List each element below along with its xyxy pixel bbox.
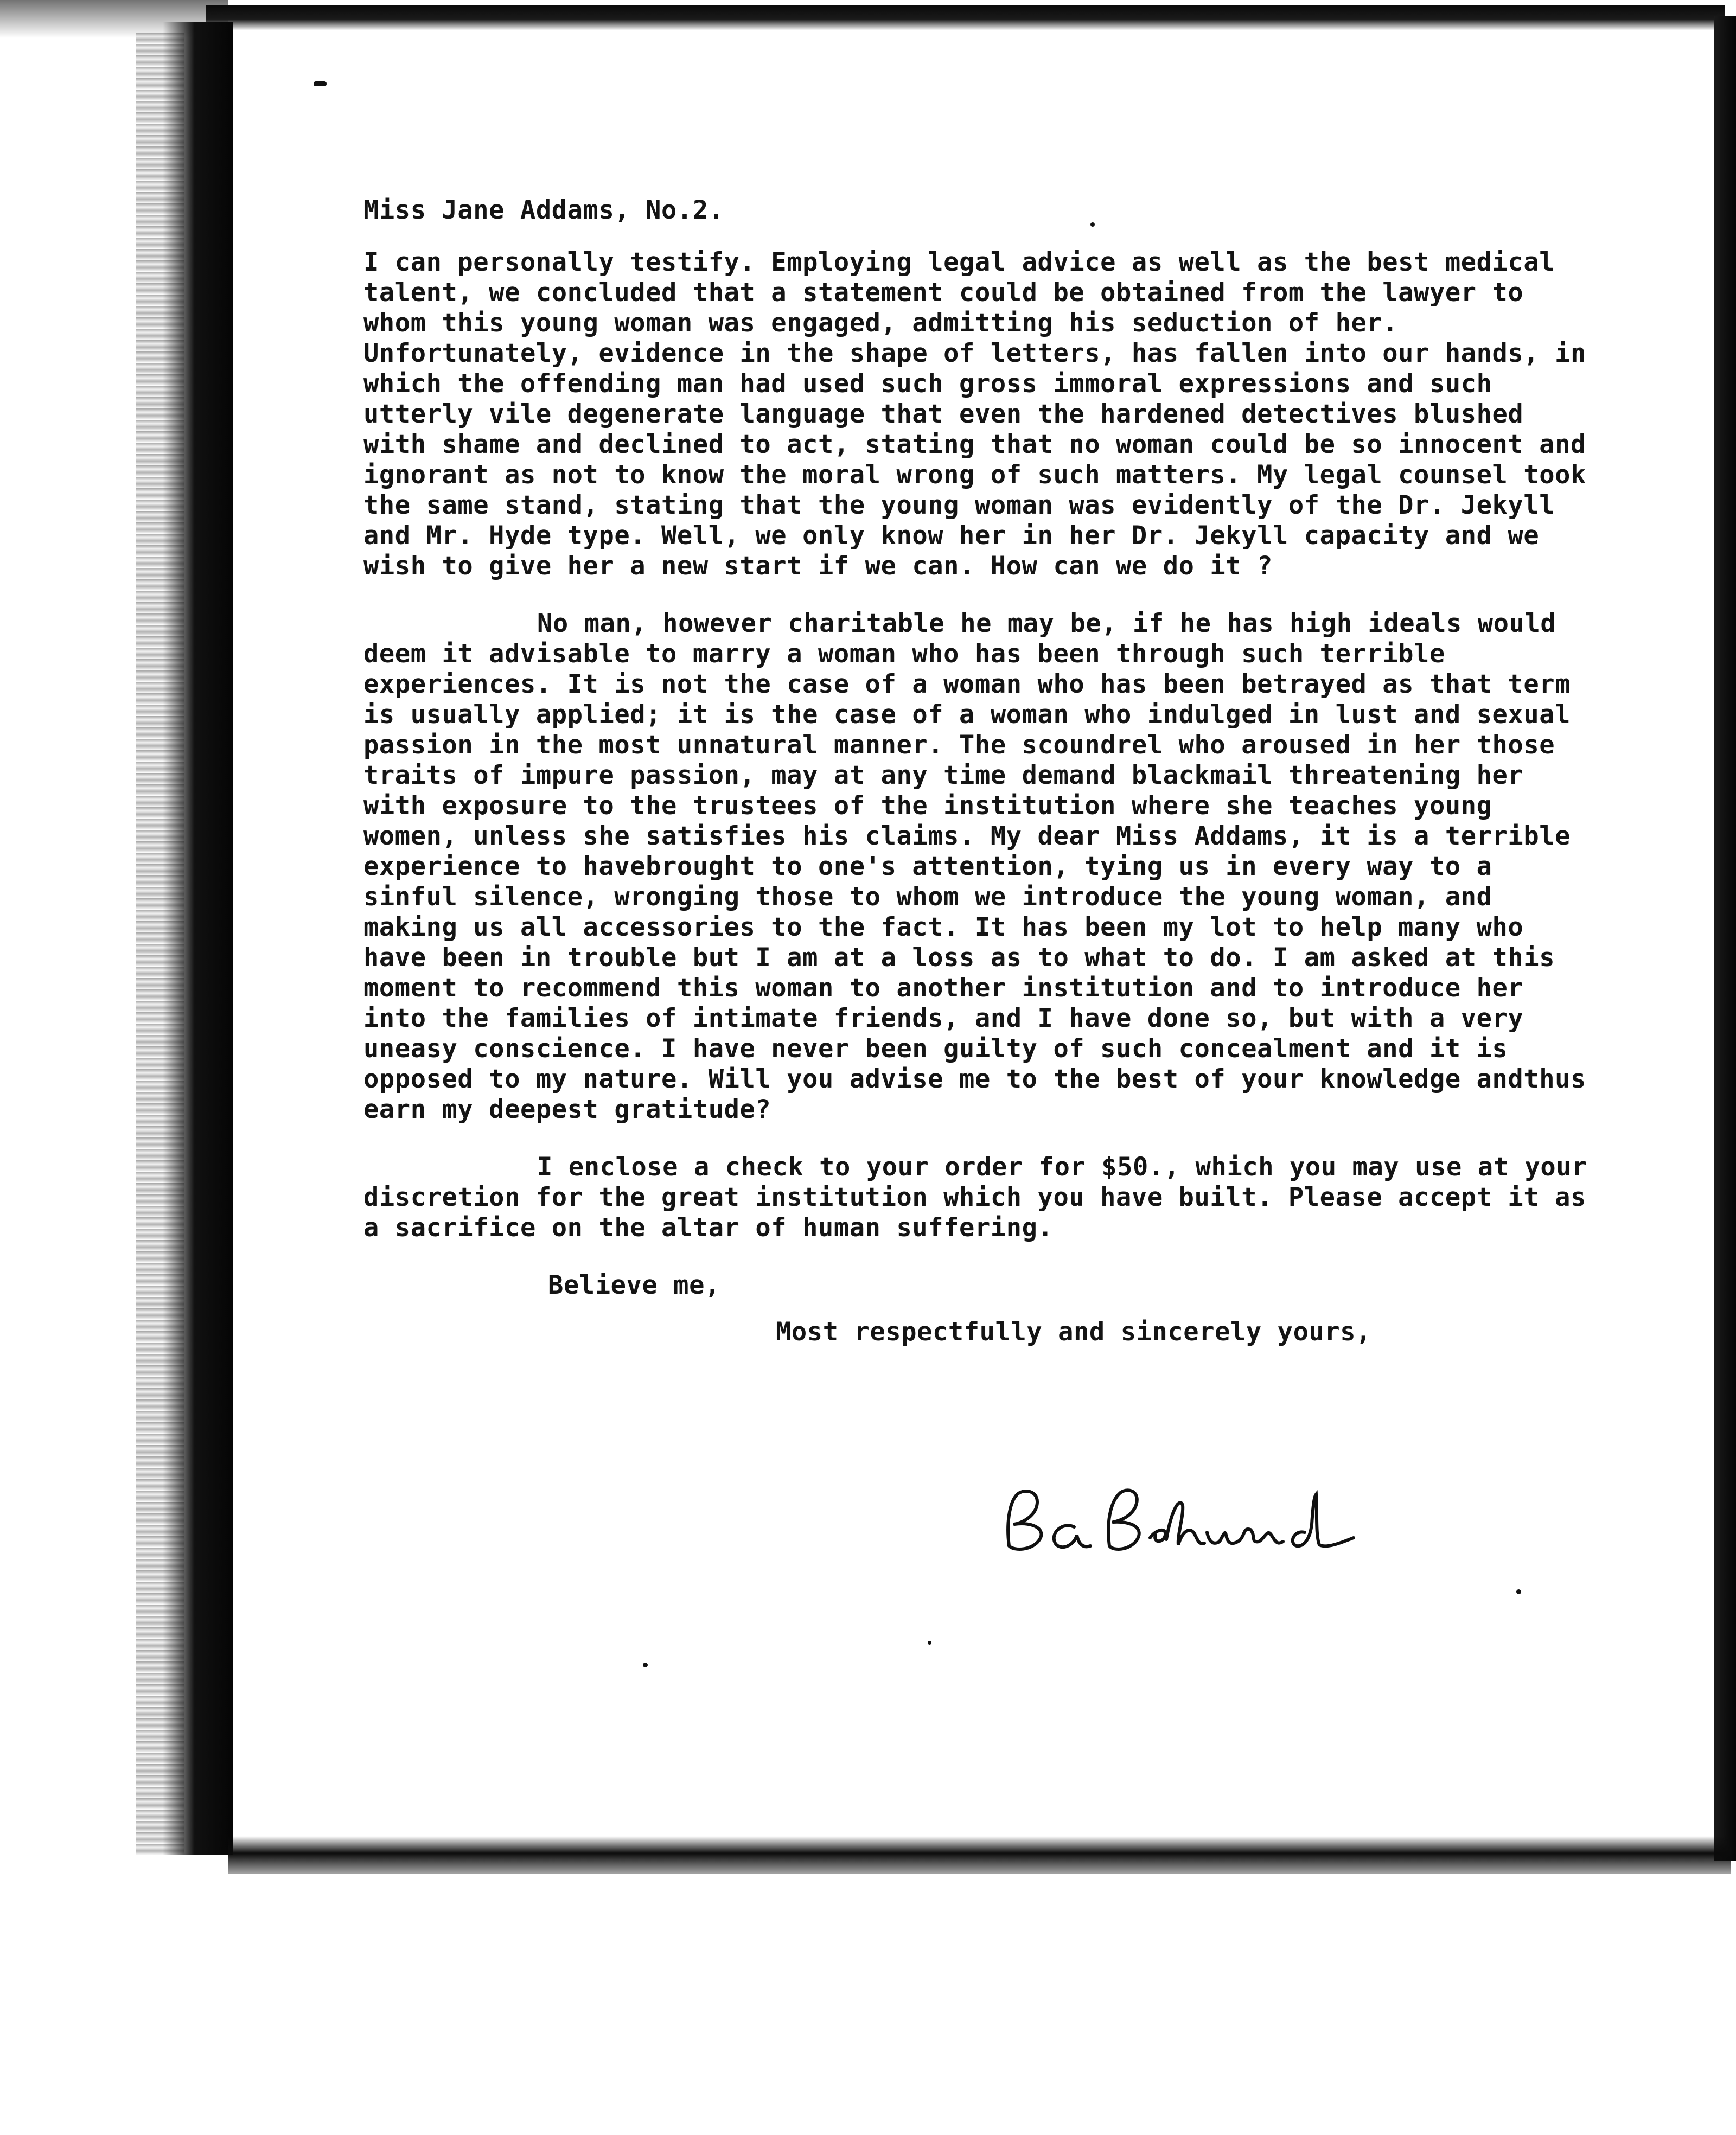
letter-body <box>363 195 1600 1347</box>
scan-edge-bottom <box>228 1836 1731 1874</box>
handwritten-signature <box>993 1475 1373 1568</box>
paragraph-enclosure: I enclose a check to your order for $50., which you may use at your discretion for the great institution which you have built. Please accept it as a sacrifice on the altar of human suffering. <box>363 1152 1588 1243</box>
scan-speck <box>928 1641 931 1645</box>
scan-speck <box>314 81 327 86</box>
scan-edge-top <box>206 5 1725 30</box>
scan-speck <box>643 1663 648 1667</box>
scan-edge-left <box>163 22 233 1855</box>
signoff-line: Most respectfully and sincerely yours, <box>776 1317 1372 1347</box>
closing-line: Believe me, <box>548 1270 720 1300</box>
scan-speck <box>1516 1589 1521 1594</box>
scan-edge-right <box>1714 16 1736 1861</box>
paragraph-testimony: I can personally testify. Employing legal advice as well as the best medical talent, we concluded that a statement could be obtained from the lawyer to whom this young woman was engaged, admitting his seduction of her. Unfortunately, evidence in the shape of letters, has fallen into our hands, in which the offending man had used such gross immoral expressions and such utterly vile degenerate language that even the hardened detectives blushed with shame and declined to act, stating that no woman could be so innocent and ignorant as not to know the moral wrong of such matters. My legal counsel took the same stand, stating that the young woman was evidently of the Dr. Jekyll and Mr. Hyde type. Well, we only know her in her Dr. Jekyll capacity and we wish to give her a new start if we can. How can we do it ? <box>363 247 1586 581</box>
page-heading: Miss Jane Addams, No.2. <box>363 195 724 225</box>
paragraph-concern: No man, however charitable he may be, if he has high ideals would deem it advisable to marry a woman who has been through such terrible experiences. It is not the case of a woman who has been betrayed as that term is usually applied; it is the case of a woman who indulged in lust and sexual passion in the most unnatural manner. The scoundrel who aroused in her those traits of impure passion, may at any time demand blackmail threatening her with exposure to the trustees of the institution where she teaches young women, unless she satisfies his claims. My dear Miss Addams, it is a terrible experience to havebrought to one's attention, tying us in every way to a sinful silence, wronging those to whom we introduce the young woman, and making us all accessories to the fact. It has been my lot to help many who have been in trouble but I am at a loss as to what to do. I am asked at this moment to recommend this woman to another institution and to introduce her into the families of intimate friends, and I have done so, but with a very uneasy conscience. I have never been guilty of such concealment and it is opposed to my nature. Will you advise me to the best of your knowledge andthus earn my deepest gratitude? <box>363 609 1586 1124</box>
